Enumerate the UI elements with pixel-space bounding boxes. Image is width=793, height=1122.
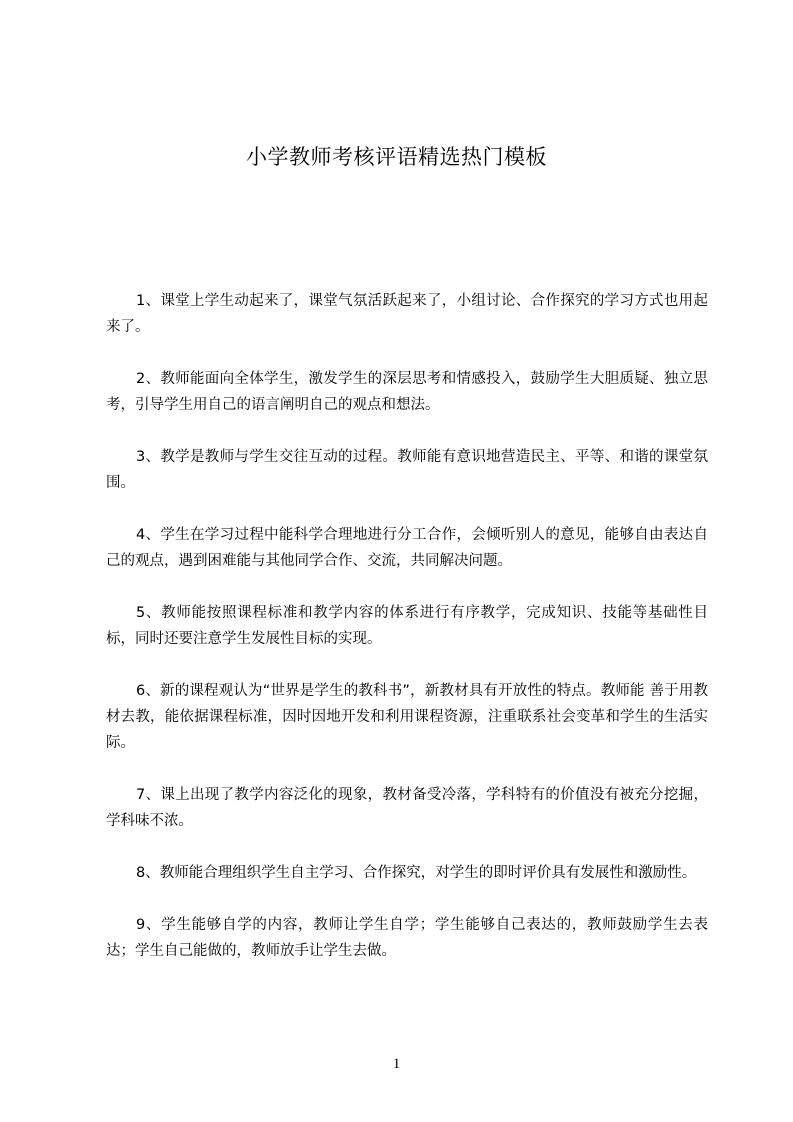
list-item: 9、学生能够自学的内容，教师让学生自学；学生能够自己表达的，教师鼓励学生去表达；学生自己能做的，教师放手让学生去做。 [106, 917, 708, 959]
list-item: 3、教学是教师与学生交往互动的过程。教师能有意识地营造民主、平等、和谐的课堂氛围。 [106, 449, 708, 491]
page-number: 1 [392, 1056, 401, 1072]
list-item: 7、课上出现了教学内容泛化的现象，教材备受冷落，学科特有的价值没有被充分挖掘，学科味不浓。 [106, 787, 708, 829]
list-item: 4、学生在学习过程中能科学合理地进行分工合作，会倾听别人的意见，能够自由表达自己的观点，遇到困难能与其他同学合作、交流，共同解决问题。 [106, 527, 708, 569]
list-item: 6、新的课程观认为“世界是学生的教科书”，新教材具有开放性的特点。教师能 善于用教材去教，能依据课程标准，因时因地开发和利用课程资源，注重联系社会变革和学生的生活实际。 [106, 683, 708, 751]
list-item: 5、教师能按照课程标准和教学内容的体系进行有序教学，完成知识、技能等基础性目标，同时还要注意学生发展性目标的实现。 [106, 605, 708, 647]
list-item: 2、教师能面向全体学生，激发学生的深层思考和情感投入，鼓励学生大胆质疑、独立思考，引导学生用自己的语言阐明自己的观点和想法。 [106, 371, 708, 413]
page-title: 小学教师考核评语精选热门模板 [246, 145, 547, 169]
list-item: 8、教师能合理组织学生自主学习、合作探究，对学生的即时评价具有发展性和激励性。 [136, 865, 697, 881]
evaluation-list [106, 288, 708, 990]
list-item: 1、课堂上学生动起来了，课堂气氛活跃起来了，小组讨论、合作探究的学习方式也用起来了。 [106, 293, 708, 335]
